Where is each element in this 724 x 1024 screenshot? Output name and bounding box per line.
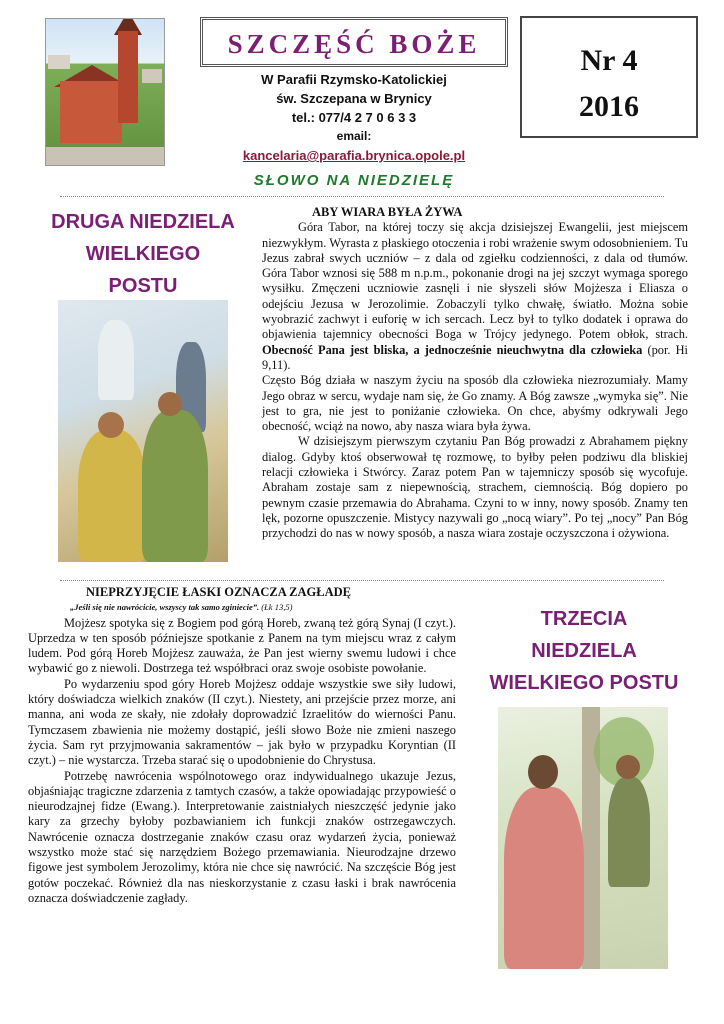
article-2 [28,585,456,906]
fig-tree-illustration [498,707,668,969]
newsletter-title-box [200,17,508,67]
article-1 [262,205,688,542]
parish-phone: tel.: 077/4 2 7 0 6 3 3 [291,110,417,125]
issue-number: Nr 4 [580,44,638,77]
parish-line-2: św. Szczepana w Brynicy [276,91,432,106]
article-2-epigraph: „Jeśli się nie nawrócicie, wszyscy tak samo zginiecie”. (Łk 13,5) [70,602,293,613]
issue-year: 2016 [579,90,639,123]
article-1-paragraph: W dzisiejszym pierwszym czytaniu Pan Bóg prowadzi z Abrahamem piękny dialog. Gdyby ktoś obserwował tę rozmowę, to byłby pełen podziwu dla bliskiej relacji człowieka i Stwórcy. Zaraz potem Pan w tajemniczy sposób się wycofuje. Abraham zostaje sam z niepewnością, strachem, ciemnością. Bóg dopiero po pewnym czasie przemawia do Abrahama. Czyni to w inny, nowy sposób. Znamy ten lęk, pozorne opuszczenie. Mistycy nazywali go „nocą wiary”. Po tej „nocy” Pan Bóg przychodzi do nas w nowy sposób, a nasza wiara zostaje oczyszczona i ożywiona. [262,434,688,541]
article-2-title: NIEPRZYJĘCIE ŁASKI OZNACZA ZAGŁADĘ [86,585,351,599]
divider [60,196,664,197]
right-heading-line-1: TRZECIA [540,608,628,630]
section-title: SŁOWO NA NIEDZIELĘ [253,172,455,189]
left-heading [30,206,256,302]
issue-box [520,16,698,138]
church-photo [45,18,165,166]
article-2-paragraph: Mojżesz spotyka się z Bogiem pod górą Horeb, zwaną też górą Synaj (I czyt.). Uprzedza w ten sposób późniejsze spotkanie z Panem na tym miejscu wraz z całym ludem. Pod górą Horeb Mojżesz zauważa, że Pan jest wierny swemu ludowi i chce wybawić go z niewoli. Dostrzega też współbraci oraz swoje osobiste powołanie. [28,615,456,676]
right-heading [466,603,702,699]
right-heading-line-2: NIEDZIELA [531,640,637,662]
article-1-paragraph: Góra Tabor, na której toczy się akcja dzisiejszej Ewangelii, jest miejscem niezwykłym. Wyrasta z płaskiego otoczenia i robi wrażenie swym odosobnieniem. Tu Jezus zabrał swych uczniów – z dala od zgiełku codzienności, z dala od tłumów. Góra Tabor wznosi się 588 m n.p.m., pokonanie drogi na jej szczyt wymaga sporego wysiłku. Zmęczeni uczniowie zasnęli i nie słyszeli słów Mojżesza i Eliasza o odejściu Jezusa w Jerozolimie. Zobaczyli tylko chwałę, światło. Można sobie wyobrazić zachwyt i euforię w ich sercach. Lecz był to tylko dodatek i oprawa do objawienia tajemnicy obecności Boga w Trójcy jedynego. Potem obłok, strach. Obecność Pana jest bliska, a jednocześnie nieuchwytna dla człowieka (por. Hi 9,11). [262,220,688,372]
transfiguration-illustration [58,300,228,562]
parish-line-1: W Parafii Rzymsko-Katolickiej [261,72,447,87]
article-2-paragraph: Po wydarzeniu spod góry Horeb Mojżesz oddaje wszystkie swe siły ludowi, który doświadcza wielkich znaków (II czyt.). Niestety, ani przejście przez morze, ani manna, ani woda ze skały, nie zdołały doprowadzić Izraelitów do wierności Panu. Tymczasem zbawienia nie możemy dostąpić, jeśli słowo Boże nie zmieni naszego życia. Sam ryt przyjmowania sakramentów – jak było w przypadku Koryntian (II czyt.) – nie wystarcza. Trzeba starać się o upodobnienie do Chrystusa. [28,676,456,768]
newsletter-title: SZCZĘŚĆ BOŻE [227,29,481,59]
divider [60,580,664,581]
article-2-paragraph: Potrzebę nawrócenia wspólnotowego oraz indywidualnego ukazuje Jezus, objaśniając tragiczne zdarzenia z tamtych czasów, a także opowiadając przypowieść o nieurodzajnej fidze (Ewang.). Interpretowanie zaistniałych nieszczęść jedynie jako kary za grzechy byłoby pozbawianiem ich funkcji znaków ostrzegawczych. Nawrócenie oznacza dostrzeganie znaków czasu oraz wydarzeń życia, ponieważ wszystko może stać się narzędziem Bożego przemawiania. Nieurodzajne drzewo figowe jest symbolem Jerozolimy, która nie chce się nawrócić. Na szczęście Bóg jest gotów poczekać. Również dla nas nieskorzystanie z czasu łaski i brak nawrócenia oznacza doświadczenie zagłady. [28,768,456,905]
left-heading-line-3: POSTU [108,275,178,297]
email-link[interactable]: kancelaria@parafia.brynica.opole.pl [242,148,466,163]
right-heading-line-3: WIELKIEGO POSTU [489,672,679,694]
left-heading-line-1: DRUGA NIEDZIELA [51,211,235,233]
parish-info [200,70,508,165]
left-heading-line-2: WIELKIEGO [85,243,201,265]
article-1-paragraph: Często Bóg działa w naszym życiu na sposób dla człowieka niezrozumiały. Mamy Jego obraz w sercu, wydaje nam się, że Go znamy. A Bóg zawsze „wymyka się”. Nie jest to gra, nie jest to poniżanie człowieka. On chce, abyśmy odkrywali Jego obecność, wciąż na nowo, aby nasza wiara była żywa. [262,373,688,434]
article-1-title: ABY WIARA BYŁA ŻYWA [312,205,463,219]
email-label: email: [336,129,372,143]
